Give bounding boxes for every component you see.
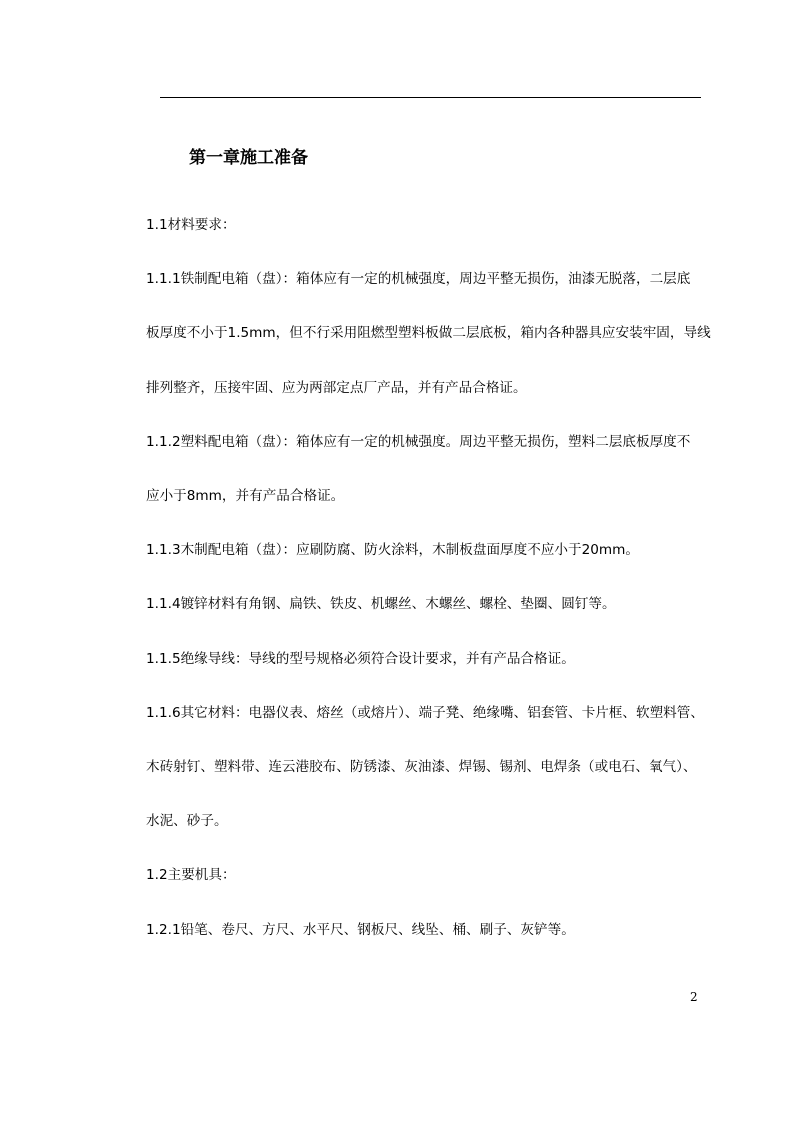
paragraph-line: 1.2.1铅笔、卷尺、方尺、水平尺、钢板尺、线坠、桶、刷子、灰铲等。 <box>146 921 575 938</box>
paragraph-line: 1.1.4镀锌材料有角钢、扁铁、铁皮、机螺丝、木螺丝、螺栓、垫圈、圆钉等。 <box>146 596 616 613</box>
paragraph-line: 板厚度不小于1.5mm，但不行采用阻燃型塑料板做二层底板，箱内各种器具应安装牢固，导线 <box>146 325 711 342</box>
header-rule <box>160 97 701 98</box>
paragraph-line: 1.1.5绝缘导线：导线的型号规格必须符合设计要求，并有产品合格证。 <box>146 650 575 667</box>
page-number: 2 <box>690 990 698 1004</box>
paragraph-line: 1.1.3木制配电箱（盘）：应刷防腐、防火涂料，木制板盘面厚度不应小于20mm。 <box>146 542 639 559</box>
paragraph-line: 1.1.1铁制配电箱（盘）：箱体应有一定的机械强度，周边平整无损伤，油漆无脱落，二层底 <box>146 271 691 288</box>
section-heading-1-2: 1.2主要机具： <box>146 867 236 884</box>
paragraph-line: 排列整齐，压接牢固、应为两部定点厂产品，并有产品合格证。 <box>146 379 527 396</box>
paragraph-line: 应小于8mm，并有产品合格证。 <box>146 488 345 505</box>
section-heading-1-1: 1.1材料要求： <box>146 217 236 233</box>
body-text <box>146 198 716 957</box>
paragraph-line: 木砖射钉、塑料带、连云港胶布、防锈漆、灰油漆、焊锡、锡剂、电焊条（或电石、氧气）、 <box>146 759 697 776</box>
paragraph-line: 1.1.2塑料配电箱（盘）：箱体应有一定的机械强度。周边平整无损伤，塑料二层底板厚度不 <box>146 433 691 450</box>
paragraph-line: 水泥、砂子。 <box>146 813 228 830</box>
chapter-title: 第一章施工准备 <box>189 148 308 168</box>
paragraph-line: 1.1.6其它材料：电器仪表、熔丝（或熔片）、端子凳、绝缘嘴、铝套管、卡片框、软塑料管、 <box>146 704 704 721</box>
